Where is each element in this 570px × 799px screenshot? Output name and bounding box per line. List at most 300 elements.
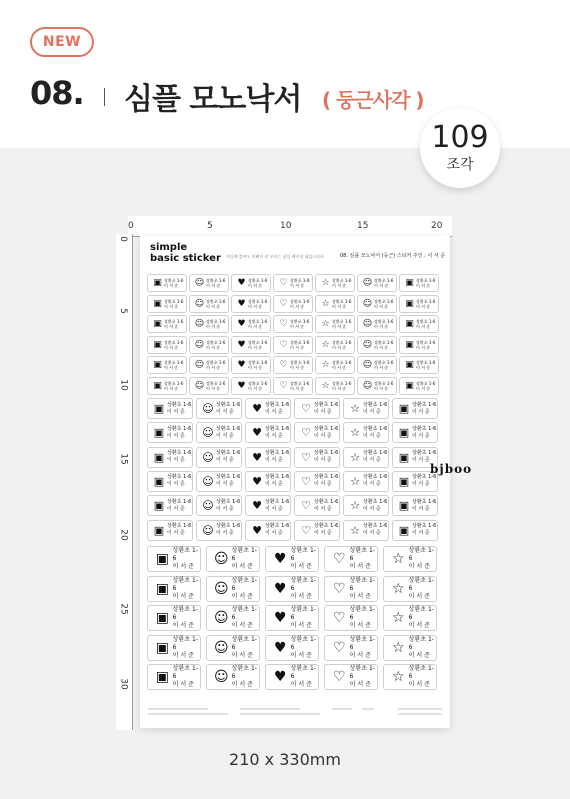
heart-icon: ♥ bbox=[252, 426, 262, 440]
sticker-text: 상환초 1-6 이 서 준 bbox=[363, 498, 388, 512]
smile-icon: ☺ bbox=[214, 551, 229, 567]
sticker-text: 상환초 1-6 이 서 준 bbox=[416, 298, 436, 309]
heart-icon: ♥ bbox=[237, 339, 246, 350]
vertical-ruler bbox=[116, 234, 133, 730]
sticker-text: 상환초 1-6 이 서 준 bbox=[416, 360, 436, 370]
sticker-text: 상환초 1-6 이 서 준 bbox=[374, 319, 394, 329]
car-icon: ▣ bbox=[398, 523, 410, 537]
sticker-text: 상환초 1-6 이 서 준 bbox=[164, 298, 184, 309]
sticker-text: 상환초 1-6 이 서 준 bbox=[314, 474, 339, 488]
sticker-text: 상환초 1-6 이 서 준 bbox=[374, 278, 394, 288]
name-sticker bbox=[357, 295, 397, 313]
sticker-text: 상환초 1-6 이 서 준 bbox=[332, 380, 352, 391]
sticker-text: 상환초 1-6 이 서 준 bbox=[206, 360, 226, 370]
name-sticker bbox=[147, 576, 201, 602]
smile-icon: ☺ bbox=[214, 580, 229, 597]
ruler-label: 25 bbox=[118, 603, 129, 615]
name-sticker bbox=[383, 664, 437, 690]
star-icon: ☆ bbox=[392, 639, 405, 656]
sticker-sheet bbox=[140, 236, 450, 728]
name-sticker bbox=[315, 295, 355, 313]
sticker-text: 상환초 1-6 이 서 준 bbox=[231, 576, 257, 600]
sheet-owner-info: 08. 심플 모노낙서 (둥근) 스티커 주인 : 이 서 준 bbox=[340, 253, 446, 259]
name-sticker bbox=[315, 336, 355, 354]
smile-icon: ☺ bbox=[362, 298, 373, 309]
name-sticker bbox=[147, 605, 201, 631]
sticker-text: 상환초 1-6 이 서 준 bbox=[412, 474, 437, 488]
star-icon: ☆ bbox=[321, 339, 330, 350]
heart-icon: ♥ bbox=[274, 580, 287, 597]
sticker-text: 상환초 1-6 이 서 준 bbox=[164, 360, 184, 370]
product-title: 심플 모노낙서 bbox=[124, 82, 302, 117]
sticker-text: 상환초 1-6 이 서 준 bbox=[290, 360, 310, 370]
sticker-text: 상환초 1-6 이 서 준 bbox=[167, 523, 192, 536]
sticker-text: 상환초 1-6 이 서 준 bbox=[164, 278, 184, 288]
car-icon: ▣ bbox=[153, 298, 162, 309]
car-icon: ▣ bbox=[155, 551, 169, 567]
ruler-label: 0 bbox=[117, 236, 128, 242]
name-sticker bbox=[265, 635, 319, 661]
car-icon: ▣ bbox=[405, 278, 414, 288]
sticker-text: 상환초 1-6 이 서 준 bbox=[290, 635, 316, 659]
sticker-text: 상환초 1-6 이 서 준 bbox=[290, 298, 310, 309]
smile-icon: ☺ bbox=[194, 298, 205, 309]
sticker-text: 상환초 1-6 이 서 준 bbox=[164, 319, 184, 329]
heart-outline-icon: ♡ bbox=[279, 298, 288, 309]
smile-icon: ☺ bbox=[362, 360, 373, 370]
sticker-text: 상환초 1-6 이 서 준 bbox=[374, 339, 394, 350]
sheet-title-line1: simple bbox=[150, 242, 188, 253]
car-icon: ▣ bbox=[398, 450, 410, 464]
name-sticker bbox=[147, 356, 187, 374]
name-sticker bbox=[231, 336, 271, 354]
star-icon: ☆ bbox=[350, 523, 360, 537]
name-sticker bbox=[231, 295, 271, 313]
sticker-text: 상환초 1-6 이 서 준 bbox=[374, 380, 394, 391]
sticker-text: 상환초 1-6 이 서 준 bbox=[408, 665, 434, 688]
smile-icon: ☺ bbox=[362, 278, 373, 288]
name-sticker bbox=[294, 447, 340, 468]
sticker-text: 상환초 1-6 이 서 준 bbox=[290, 380, 310, 391]
sticker-text: 상환초 1-6 이 서 준 bbox=[248, 380, 268, 391]
name-sticker bbox=[245, 471, 291, 492]
product-subtitle: ( 둥근사각 ) bbox=[322, 88, 424, 112]
sticker-text: 상환초 1-6 이 서 준 bbox=[172, 635, 198, 659]
heart-outline-icon: ♡ bbox=[279, 278, 288, 288]
sticker-text: 상환초 1-6 이 서 준 bbox=[265, 450, 290, 464]
sticker-text: 상환초 1-6 이 서 준 bbox=[265, 523, 290, 536]
car-icon: ▣ bbox=[153, 499, 165, 513]
sticker-text: 상환초 1-6 이 서 준 bbox=[408, 576, 434, 600]
heart-icon: ♥ bbox=[237, 319, 246, 329]
name-sticker bbox=[343, 520, 389, 541]
heart-icon: ♥ bbox=[274, 610, 287, 626]
name-sticker bbox=[357, 274, 397, 292]
heart-icon: ♥ bbox=[252, 474, 262, 488]
name-sticker bbox=[357, 336, 397, 354]
heart-outline-icon: ♡ bbox=[279, 339, 288, 350]
name-sticker bbox=[196, 495, 242, 516]
name-sticker bbox=[206, 576, 260, 602]
name-sticker bbox=[383, 605, 437, 631]
sticker-text: 상환초 1-6 이 서 준 bbox=[363, 450, 388, 464]
heart-icon: ♥ bbox=[252, 402, 262, 415]
heart-icon: ♥ bbox=[274, 551, 287, 567]
ruler-label: 0 bbox=[128, 221, 134, 231]
sticker-text: 상환초 1-6 이 서 준 bbox=[290, 339, 310, 350]
sticker-text: 상환초 1-6 이 서 준 bbox=[416, 278, 436, 288]
name-sticker bbox=[206, 635, 260, 661]
sticker-text: 상환초 1-6 이 서 준 bbox=[167, 498, 192, 512]
name-sticker bbox=[294, 422, 340, 443]
name-sticker bbox=[343, 471, 389, 492]
name-sticker bbox=[357, 356, 397, 374]
name-sticker bbox=[324, 546, 378, 572]
ruler-label: 20 bbox=[431, 221, 443, 231]
ruler-label: 30 bbox=[118, 678, 129, 690]
smile-icon: ☺ bbox=[202, 426, 214, 440]
name-sticker bbox=[294, 471, 340, 492]
star-icon: ☆ bbox=[321, 319, 330, 329]
name-sticker bbox=[265, 605, 319, 631]
sticker-text: 상환초 1-6 이 서 준 bbox=[363, 401, 388, 415]
name-sticker bbox=[273, 295, 313, 313]
smile-icon: ☺ bbox=[202, 450, 214, 464]
sticker-text: 상환초 1-6 이 서 준 bbox=[314, 523, 339, 536]
name-sticker bbox=[189, 336, 229, 354]
name-sticker bbox=[231, 274, 271, 292]
heart-icon: ♥ bbox=[237, 278, 246, 288]
sticker-text: 상환초 1-6 이 서 준 bbox=[349, 547, 375, 570]
name-sticker bbox=[294, 398, 340, 419]
sticker-text: 상환초 1-6 이 서 준 bbox=[408, 606, 434, 629]
product-number: 08. bbox=[30, 74, 84, 112]
sticker-text: 상환초 1-6 이 서 준 bbox=[231, 606, 257, 629]
name-sticker bbox=[147, 377, 187, 395]
name-sticker bbox=[315, 315, 355, 333]
sticker-text: 상환초 1-6 이 서 준 bbox=[172, 547, 198, 570]
name-sticker bbox=[147, 336, 187, 354]
heart-outline-icon: ♡ bbox=[301, 402, 311, 415]
car-icon: ▣ bbox=[155, 580, 169, 597]
name-sticker bbox=[245, 422, 291, 443]
sticker-text: 상환초 1-6 이 서 준 bbox=[290, 278, 310, 288]
sticker-text: 상환초 1-6 이 서 준 bbox=[332, 339, 352, 350]
smile-icon: ☺ bbox=[362, 339, 373, 350]
sticker-text: 상환초 1-6 이 서 준 bbox=[172, 665, 198, 688]
sticker-text: 상환초 1-6 이 서 준 bbox=[314, 498, 339, 512]
star-icon: ☆ bbox=[350, 402, 360, 415]
name-sticker bbox=[383, 576, 437, 602]
name-sticker bbox=[245, 520, 291, 541]
name-sticker bbox=[189, 377, 229, 395]
car-icon: ▣ bbox=[153, 380, 162, 391]
name-sticker bbox=[392, 520, 438, 541]
sticker-text: 상환초 1-6 이 서 준 bbox=[248, 278, 268, 288]
name-sticker bbox=[147, 520, 193, 541]
star-icon: ☆ bbox=[321, 298, 330, 309]
name-sticker bbox=[294, 520, 340, 541]
car-icon: ▣ bbox=[153, 278, 162, 288]
name-sticker bbox=[231, 356, 271, 374]
smile-icon: ☺ bbox=[194, 360, 205, 370]
sticker-text: 상환초 1-6 이 서 준 bbox=[265, 474, 290, 488]
star-icon: ☆ bbox=[321, 380, 330, 391]
car-icon: ▣ bbox=[153, 523, 165, 537]
name-sticker bbox=[147, 546, 201, 572]
name-sticker bbox=[147, 664, 201, 690]
sticker-text: 상환초 1-6 이 서 준 bbox=[206, 339, 226, 350]
name-sticker bbox=[147, 422, 193, 443]
sticker-text: 상환초 1-6 이 서 준 bbox=[248, 319, 268, 329]
name-sticker bbox=[392, 495, 438, 516]
name-sticker bbox=[245, 447, 291, 468]
name-sticker bbox=[273, 377, 313, 395]
sticker-text: 상환초 1-6 이 서 준 bbox=[416, 319, 436, 329]
name-sticker bbox=[196, 422, 242, 443]
name-sticker bbox=[343, 398, 389, 419]
name-sticker bbox=[273, 356, 313, 374]
sticker-text: 상환초 1-6 이 서 준 bbox=[231, 665, 257, 688]
star-icon: ☆ bbox=[392, 551, 405, 567]
sticker-text: 상환초 1-6 이 서 준 bbox=[206, 380, 226, 391]
sticker-text: 상환초 1-6 이 서 준 bbox=[206, 298, 226, 309]
piece-unit: 조각 bbox=[446, 157, 474, 173]
name-sticker bbox=[231, 377, 271, 395]
heart-icon: ♥ bbox=[274, 669, 287, 685]
name-sticker bbox=[294, 495, 340, 516]
smile-icon: ☺ bbox=[202, 474, 214, 488]
name-sticker bbox=[265, 546, 319, 572]
sticker-text: 상환초 1-6 이 서 준 bbox=[172, 606, 198, 629]
sticker-text: 상환초 1-6 이 서 준 bbox=[290, 606, 316, 629]
car-icon: ▣ bbox=[153, 450, 165, 464]
sheet-title-line2: basic sticker bbox=[150, 253, 221, 264]
smile-icon: ☺ bbox=[194, 278, 205, 288]
heart-outline-icon: ♡ bbox=[333, 669, 346, 685]
sticker-text: 상환초 1-6 이 서 준 bbox=[363, 523, 388, 536]
smile-icon: ☺ bbox=[194, 339, 205, 350]
sheet-title bbox=[150, 242, 221, 264]
sticker-text: 상환초 1-6 이 서 준 bbox=[349, 576, 375, 600]
name-sticker bbox=[147, 447, 193, 468]
name-sticker bbox=[315, 356, 355, 374]
heart-icon: ♥ bbox=[237, 298, 246, 309]
sheet-footer bbox=[148, 706, 442, 720]
name-sticker bbox=[147, 274, 187, 292]
heart-outline-icon: ♡ bbox=[333, 639, 346, 656]
piece-count-circle bbox=[420, 108, 500, 188]
sticker-text: 상환초 1-6 이 서 준 bbox=[332, 278, 352, 288]
name-sticker bbox=[147, 315, 187, 333]
sticker-text: 상환초 1-6 이 서 준 bbox=[349, 665, 375, 688]
smile-icon: ☺ bbox=[202, 499, 214, 513]
name-sticker bbox=[399, 377, 439, 395]
name-sticker bbox=[189, 274, 229, 292]
ruler-label: 10 bbox=[118, 379, 129, 391]
ruler-label: 5 bbox=[207, 221, 213, 231]
car-icon: ▣ bbox=[153, 402, 165, 415]
sticker-text: 상환초 1-6 이 서 준 bbox=[265, 401, 290, 415]
sticker-text: 상환초 1-6 이 서 준 bbox=[265, 425, 290, 439]
heart-outline-icon: ♡ bbox=[333, 580, 346, 597]
name-sticker bbox=[196, 398, 242, 419]
sticker-text: 상환초 1-6 이 서 준 bbox=[374, 360, 394, 370]
smile-icon: ☺ bbox=[362, 380, 373, 391]
star-icon: ☆ bbox=[350, 499, 360, 513]
star-icon: ☆ bbox=[350, 426, 360, 440]
sticker-text: 상환초 1-6 이 서 준 bbox=[167, 425, 192, 439]
heart-icon: ♥ bbox=[274, 639, 287, 656]
name-sticker bbox=[147, 635, 201, 661]
name-sticker bbox=[231, 315, 271, 333]
smile-icon: ☺ bbox=[202, 402, 214, 415]
sticker-text: 상환초 1-6 이 서 준 bbox=[412, 401, 437, 415]
sticker-text: 상환초 1-6 이 서 준 bbox=[167, 450, 192, 464]
sticker-text: 상환초 1-6 이 서 준 bbox=[290, 576, 316, 600]
car-icon: ▣ bbox=[405, 360, 414, 370]
sticker-text: 상환초 1-6 이 서 준 bbox=[206, 319, 226, 329]
name-sticker bbox=[357, 377, 397, 395]
sticker-text: 상환초 1-6 이 서 준 bbox=[172, 576, 198, 600]
car-icon: ▣ bbox=[153, 474, 165, 488]
name-sticker bbox=[399, 295, 439, 313]
smile-icon: ☺ bbox=[214, 669, 229, 685]
name-sticker bbox=[399, 315, 439, 333]
sticker-text: 상환초 1-6 이 서 준 bbox=[314, 401, 339, 415]
sticker-text: 상환초 1-6 이 서 준 bbox=[412, 523, 437, 536]
car-icon: ▣ bbox=[153, 319, 162, 329]
heart-outline-icon: ♡ bbox=[301, 499, 311, 513]
name-sticker bbox=[343, 495, 389, 516]
car-icon: ▣ bbox=[398, 499, 410, 513]
sticker-text: 상환초 1-6 이 서 준 bbox=[332, 298, 352, 309]
sticker-text: 상환초 1-6 이 서 준 bbox=[290, 319, 310, 329]
name-sticker bbox=[324, 635, 378, 661]
smile-icon: ☺ bbox=[362, 319, 373, 329]
heart-icon: ♥ bbox=[252, 450, 262, 464]
name-sticker bbox=[399, 274, 439, 292]
star-icon: ☆ bbox=[392, 610, 405, 626]
name-sticker bbox=[147, 471, 193, 492]
car-icon: ▣ bbox=[153, 339, 162, 350]
name-sticker bbox=[383, 635, 437, 661]
sticker-text: 상환초 1-6 이 서 준 bbox=[332, 360, 352, 370]
smile-icon: ☺ bbox=[194, 319, 205, 329]
car-icon: ▣ bbox=[153, 426, 165, 440]
star-icon: ☆ bbox=[350, 450, 360, 464]
sticker-text: 상환초 1-6 이 서 준 bbox=[416, 339, 436, 350]
sticker-text: 상환초 1-6 이 서 준 bbox=[290, 665, 316, 688]
name-sticker bbox=[245, 398, 291, 419]
name-sticker bbox=[324, 664, 378, 690]
name-sticker bbox=[324, 576, 378, 602]
sticker-text: 상환초 1-6 이 서 준 bbox=[374, 298, 394, 309]
star-icon: ☆ bbox=[392, 669, 405, 685]
sticker-text: 상환초 1-6 이 서 준 bbox=[332, 319, 352, 329]
car-icon: ▣ bbox=[405, 319, 414, 329]
sticker-text: 상환초 1-6 이 서 준 bbox=[412, 425, 437, 439]
name-sticker bbox=[343, 447, 389, 468]
car-icon: ▣ bbox=[405, 380, 414, 391]
car-icon: ▣ bbox=[155, 669, 169, 685]
title-divider bbox=[104, 88, 105, 106]
heart-outline-icon: ♡ bbox=[279, 319, 288, 329]
heart-icon: ♥ bbox=[252, 499, 262, 513]
car-icon: ▣ bbox=[155, 610, 169, 626]
name-sticker bbox=[273, 315, 313, 333]
piece-count: 109 bbox=[431, 120, 489, 155]
smile-icon: ☺ bbox=[214, 639, 229, 656]
name-sticker bbox=[196, 520, 242, 541]
sticker-text: 상환초 1-6 이 서 준 bbox=[216, 498, 241, 512]
heart-icon: ♥ bbox=[252, 523, 262, 537]
horizontal-ruler bbox=[128, 216, 452, 237]
sticker-text: 상환초 1-6 이 서 준 bbox=[248, 339, 268, 350]
sticker-text: 상환초 1-6 이 서 준 bbox=[164, 339, 184, 350]
new-badge: NEW bbox=[30, 27, 94, 57]
smile-icon: ☺ bbox=[194, 380, 205, 391]
heart-outline-icon: ♡ bbox=[301, 426, 311, 440]
name-sticker bbox=[206, 546, 260, 572]
name-sticker bbox=[399, 336, 439, 354]
sticker-text: 상환초 1-6 이 서 준 bbox=[314, 450, 339, 464]
ruler-label: 15 bbox=[118, 453, 129, 465]
car-icon: ▣ bbox=[153, 360, 162, 370]
name-sticker bbox=[189, 315, 229, 333]
heart-outline-icon: ♡ bbox=[333, 551, 346, 567]
watermark: bjboo bbox=[430, 462, 473, 476]
sticker-text: 상환초 1-6 이 서 준 bbox=[363, 425, 388, 439]
car-icon: ▣ bbox=[398, 402, 410, 415]
name-sticker bbox=[245, 495, 291, 516]
dimension-label: 210 x 330mm bbox=[229, 750, 341, 769]
sticker-text: 상환초 1-6 이 서 준 bbox=[416, 380, 436, 391]
sticker-text: 상환초 1-6 이 서 준 bbox=[231, 635, 257, 659]
star-icon: ☆ bbox=[321, 360, 330, 370]
name-sticker bbox=[206, 664, 260, 690]
heart-outline-icon: ♡ bbox=[279, 360, 288, 370]
ruler-label: 20 bbox=[118, 529, 129, 541]
name-sticker bbox=[196, 471, 242, 492]
sticker-text: 상환초 1-6 이 서 준 bbox=[248, 298, 268, 309]
sheet-description: 어디에 붙여도 이뻐이 잘 보이는 심플 베이직 네임스티커 bbox=[226, 254, 324, 259]
sticker-text: 상환초 1-6 이 서 준 bbox=[412, 498, 437, 512]
name-sticker bbox=[343, 422, 389, 443]
heart-icon: ♥ bbox=[237, 380, 246, 391]
car-icon: ▣ bbox=[155, 639, 169, 656]
sticker-text: 상환초 1-6 이 서 준 bbox=[248, 360, 268, 370]
sticker-text: 상환초 1-6 이 서 준 bbox=[231, 547, 257, 570]
ruler-label: 5 bbox=[117, 308, 128, 314]
ruler-label: 15 bbox=[357, 221, 369, 231]
sticker-text: 상환초 1-6 이 서 준 bbox=[265, 498, 290, 512]
name-sticker bbox=[392, 398, 438, 419]
star-icon: ☆ bbox=[350, 474, 360, 488]
sticker-text: 상환초 1-6 이 서 준 bbox=[349, 635, 375, 659]
name-sticker bbox=[273, 336, 313, 354]
name-sticker bbox=[147, 295, 187, 313]
name-sticker bbox=[196, 447, 242, 468]
name-sticker bbox=[189, 356, 229, 374]
sticker-text: 상환초 1-6 이 서 준 bbox=[412, 450, 437, 464]
sticker-text: 상환초 1-6 이 서 준 bbox=[216, 401, 241, 415]
name-sticker bbox=[392, 422, 438, 443]
heart-icon: ♥ bbox=[237, 360, 246, 370]
name-sticker bbox=[189, 295, 229, 313]
name-sticker bbox=[206, 605, 260, 631]
sticker-text: 상환초 1-6 이 서 준 bbox=[216, 523, 241, 536]
